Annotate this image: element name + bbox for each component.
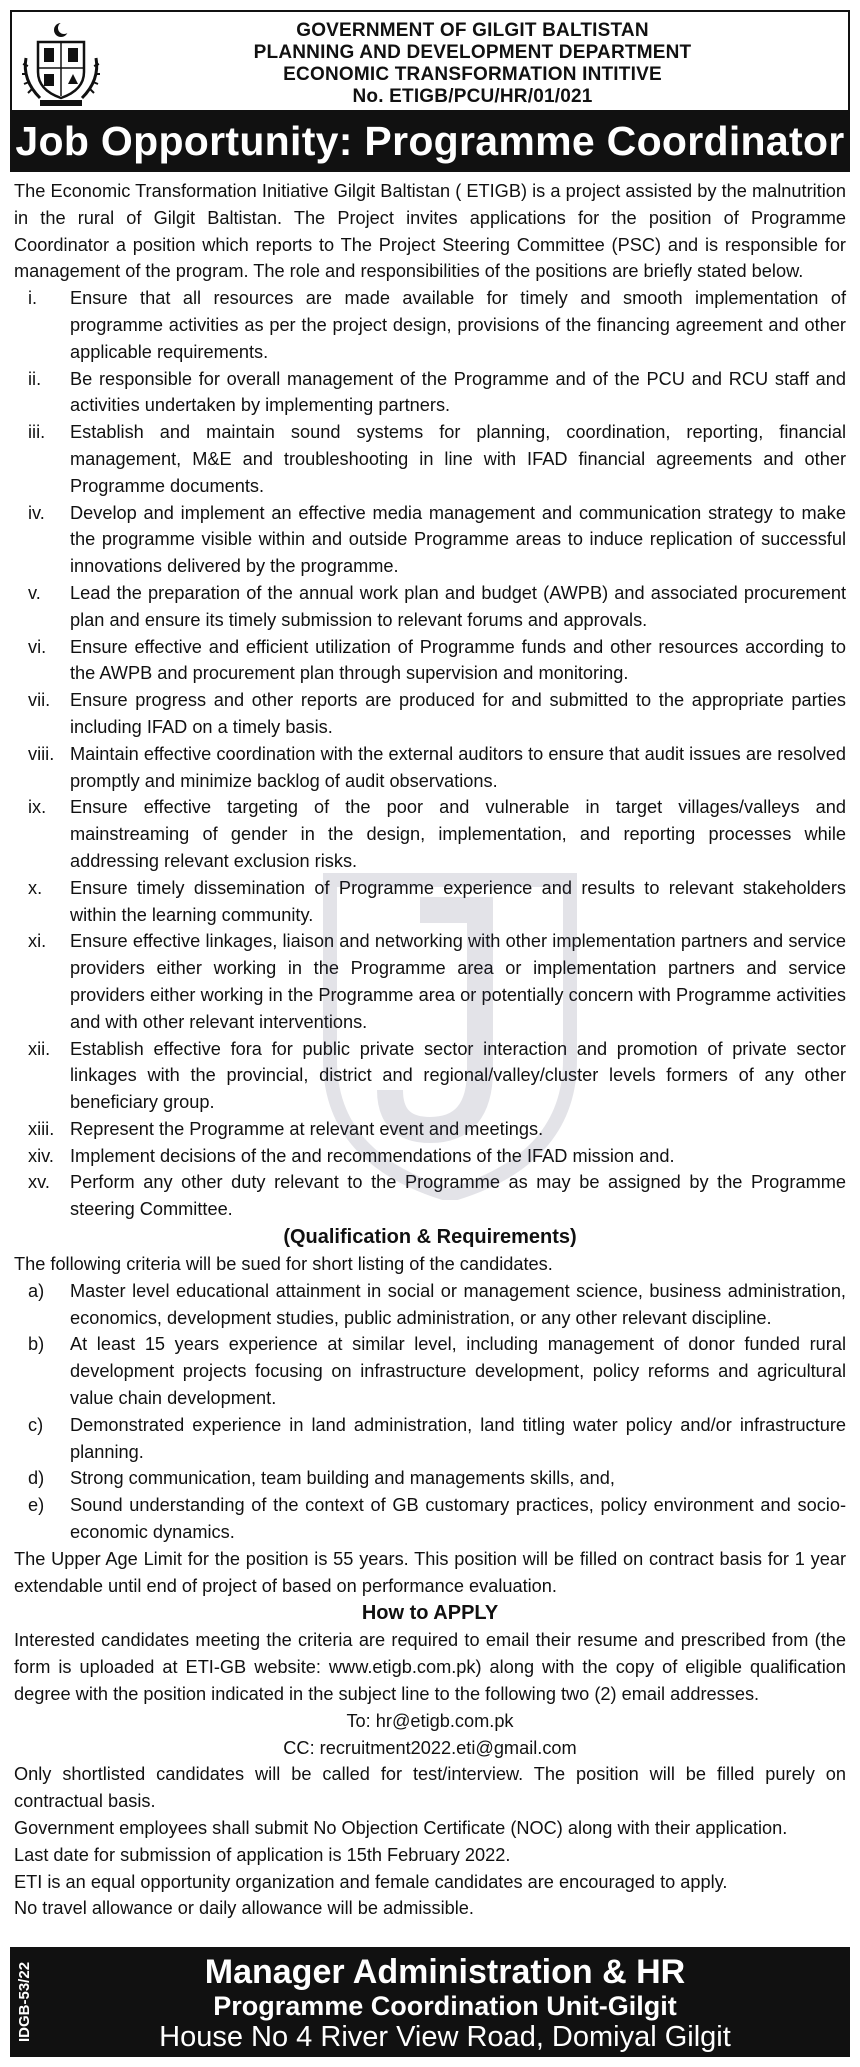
list-item-number: ix. (28, 797, 47, 818)
list-item-text: Be responsible for overall management of the Programme and of the PCU and RCU staff and activities undertaken by implementing partners. (70, 368, 846, 416)
list-item (14, 1116, 846, 1143)
list-item (14, 1465, 846, 1492)
advertisement-body (10, 172, 850, 1922)
last-date-note: Last date for submission of application is 15th February 2022. (14, 1844, 511, 1865)
list-item (14, 1143, 846, 1170)
header-government: GOVERNMENT OF GILGIT BALTISTAN (296, 20, 649, 41)
list-item-number: viii. (28, 743, 55, 764)
list-item-number: x. (28, 877, 43, 898)
header-department: PLANNING AND DEVELOPMENT DEPARTMENT (253, 42, 692, 63)
list-item-text: Establish and maintain sound systems for planning, coordination, reporting, financial management, M&E and troubleshooting in line with IFAD financial agreements and other Programme documents. (70, 422, 846, 496)
list-item-number: xii. (28, 1038, 51, 1059)
list-item-text: Maintain effective coordination with the external auditors to ensure that audit issues are resolved promptly and minimize backlog of audit observations. (70, 743, 846, 791)
header-reference-number: No. ETIGB/PCU/HR/01/021 (352, 86, 593, 107)
list-item-number: iii. (28, 422, 46, 443)
list-item-text: Implement decisions of the and recommendations of the IFAD mission and. (70, 1145, 675, 1166)
footer-address: House No 4 River View Road, Domiyal Gilgit (159, 2021, 731, 2053)
list-item-text: Master level educational attainment in social or management science, business administration, economics, development studies, public administration, or any other relevant discipline. (70, 1280, 846, 1328)
list-item-text: Develop and implement an effective media management and communication strategy to make the programme visible within and outside Programme areas to induce replication of successful innovations delivered by the programme. (70, 502, 846, 577)
list-item-number: xi. (28, 931, 47, 952)
equal-opportunity-note: ETI is an equal opportunity organization and female candidates are encouraged to apply. (14, 1871, 728, 1892)
apply-instructions: Interested candidates meeting the criteria are required to email their resume and prescribed from (the form is uploaded at ETI-GB website: www.etigb.com.pk) along with the copy of eligible qualification degree with the position indicated in the subject line to the following two (2) email addresses. (14, 1630, 846, 1705)
header-initiative: ECONOMIC TRANSFORMATION INTITIVE (283, 64, 662, 85)
list-item-text: Perform any other duty relevant to the Programme as may be assigned by the Programme steering Committee. (70, 1172, 846, 1220)
footer-title: Manager Administration & HR (204, 1953, 686, 1991)
list-item-text: Ensure effective linkages, liaison and networking with other implementation partners and service providers either working in the Programme area or implementation partners and service providers either working in the Programme area or potentially concern with Programme activities and with other relevant interventions. (70, 931, 846, 1032)
job-title-banner: Job Opportunity: Programme Coordinator (10, 110, 850, 172)
list-item-text: At least 15 years experience at similar level, including management of donor funded rural development projects focusing on infrastructure development, policy reforms and agricultural value chain development. (70, 1334, 846, 1409)
list-item-text: Ensure effective targeting of the poor and vulnerable in target villages/valleys and mainstreaming of gender in the design, implementation, and reporting processes while addressing relevant exclusion risks. (70, 797, 846, 871)
age-limit-paragraph: The Upper Age Limit for the position is 55 years. This position will be filled on contract basis for 1 year extendable until end of project of based on performance evaluation. (14, 1548, 846, 1596)
duties-list (14, 285, 846, 1223)
list-item (14, 366, 846, 420)
list-item (14, 634, 846, 688)
list-item (14, 928, 846, 1035)
list-item-number: v. (28, 582, 41, 603)
list-item-text: Ensure timely dissemination of Programme experience and results to relevant stakeholders within the learning community. (70, 877, 846, 925)
list-item-text: Ensure progress and other reports are produced for and submitted to the appropriate parties including IFAD on a timely basis. (70, 690, 846, 737)
list-item-text: Establish effective fora for public private sector interaction and promotion of private sector linkages with the provincial, district and regional/valley/cluster levels formers of any other beneficiary group. (70, 1038, 846, 1113)
list-item-text: Sound understanding of the context of GB customary practices, policy environment and socio-economic dynamics. (70, 1495, 846, 1543)
list-item (14, 285, 846, 365)
list-item (14, 794, 846, 874)
list-item-number: b) (28, 1334, 45, 1355)
list-item-number: vi. (28, 636, 47, 657)
list-item-number: ii. (28, 368, 42, 389)
list-item-text: Ensure that all resources are made available for timely and smooth implementation of programme activities as per the project design, provisions of the financing agreement and other applicable requirements. (70, 288, 846, 362)
list-item (14, 741, 846, 795)
list-item-number: i. (28, 288, 38, 309)
noc-note: Government employees shall submit No Objection Certificate (NOC) along with their application. (14, 1818, 788, 1839)
qualification-lead: The following criteria will be sued for short listing of the candidates. (14, 1254, 553, 1275)
list-item (14, 419, 846, 499)
how-to-apply-heading: How to APPLY (361, 1602, 499, 1625)
allowance-note: No travel allowance or daily allowance will be admissible. (14, 1898, 474, 1919)
list-item-text: Represent the Programme at relevant event and meetings. (70, 1118, 544, 1139)
list-item (14, 1492, 846, 1546)
list-item-number: c) (28, 1414, 44, 1435)
qualification-heading: (Qualification & Requirements) (283, 1226, 577, 1249)
footer (10, 1947, 850, 2057)
qualification-list (14, 1278, 846, 1546)
list-item (14, 687, 846, 741)
list-item (14, 875, 846, 929)
list-item (14, 1036, 846, 1116)
intro-paragraph: The Economic Transformation Initiative Gilgit Baltistan ( ETIGB) is a project assisted by the malnutrition in the rural of Gilgit Baltistan. The Project invites applications for the position of Programme Coordinator a position which reports to The Project Steering Committee (PSC) and is responsible for management of the program. The role and responsibilities of the positions are briefly stated below. (14, 181, 846, 282)
list-item-number: iv. (28, 502, 45, 523)
list-item-number: xiv. (28, 1145, 54, 1166)
list-item-number: d) (28, 1468, 45, 1489)
list-item (14, 500, 846, 580)
list-item-number: vii. (28, 690, 51, 711)
ad-reference-code: IDGB-53/22 (16, 1961, 33, 2043)
advertisement-page (10, 10, 850, 2057)
list-item (14, 1169, 846, 1223)
header-lines (107, 20, 838, 108)
government-emblem-icon (18, 18, 104, 108)
footer-unit: Programme Coordination Unit-Gilgit (213, 1991, 677, 2021)
cc-email-line: CC: recruitment2022.eti@gmail.com (283, 1737, 577, 1758)
list-item-text: Demonstrated experience in land administration, land titling water policy and/or infrastructure planning. (70, 1414, 846, 1462)
list-item (14, 1278, 846, 1332)
to-email-line: To: hr@etigb.com.pk (346, 1710, 514, 1731)
list-item-number: xv. (28, 1172, 50, 1193)
list-item (14, 1331, 846, 1411)
list-item (14, 580, 846, 634)
list-item-text: Lead the preparation of the annual work plan and budget (AWPB) and associated procurement plan and ensure its timely submission to relevant forums and approvals. (70, 582, 846, 630)
list-item (14, 1412, 846, 1466)
list-item-text: Ensure effective and efficient utilization of Programme funds and other resources according to the AWPB and procurement plan through supervision and monitoring. (70, 636, 846, 684)
header (10, 10, 850, 110)
list-item-number: xiii. (28, 1118, 55, 1139)
list-item-text: Strong communication, team building and managements skills, and, (70, 1468, 615, 1489)
list-item-number: e) (28, 1495, 45, 1516)
list-item-number: a) (28, 1280, 45, 1301)
shortlist-note: Only shortlisted candidates will be called for test/interview. The position will be filled purely on contractual basis. (14, 1764, 846, 1812)
